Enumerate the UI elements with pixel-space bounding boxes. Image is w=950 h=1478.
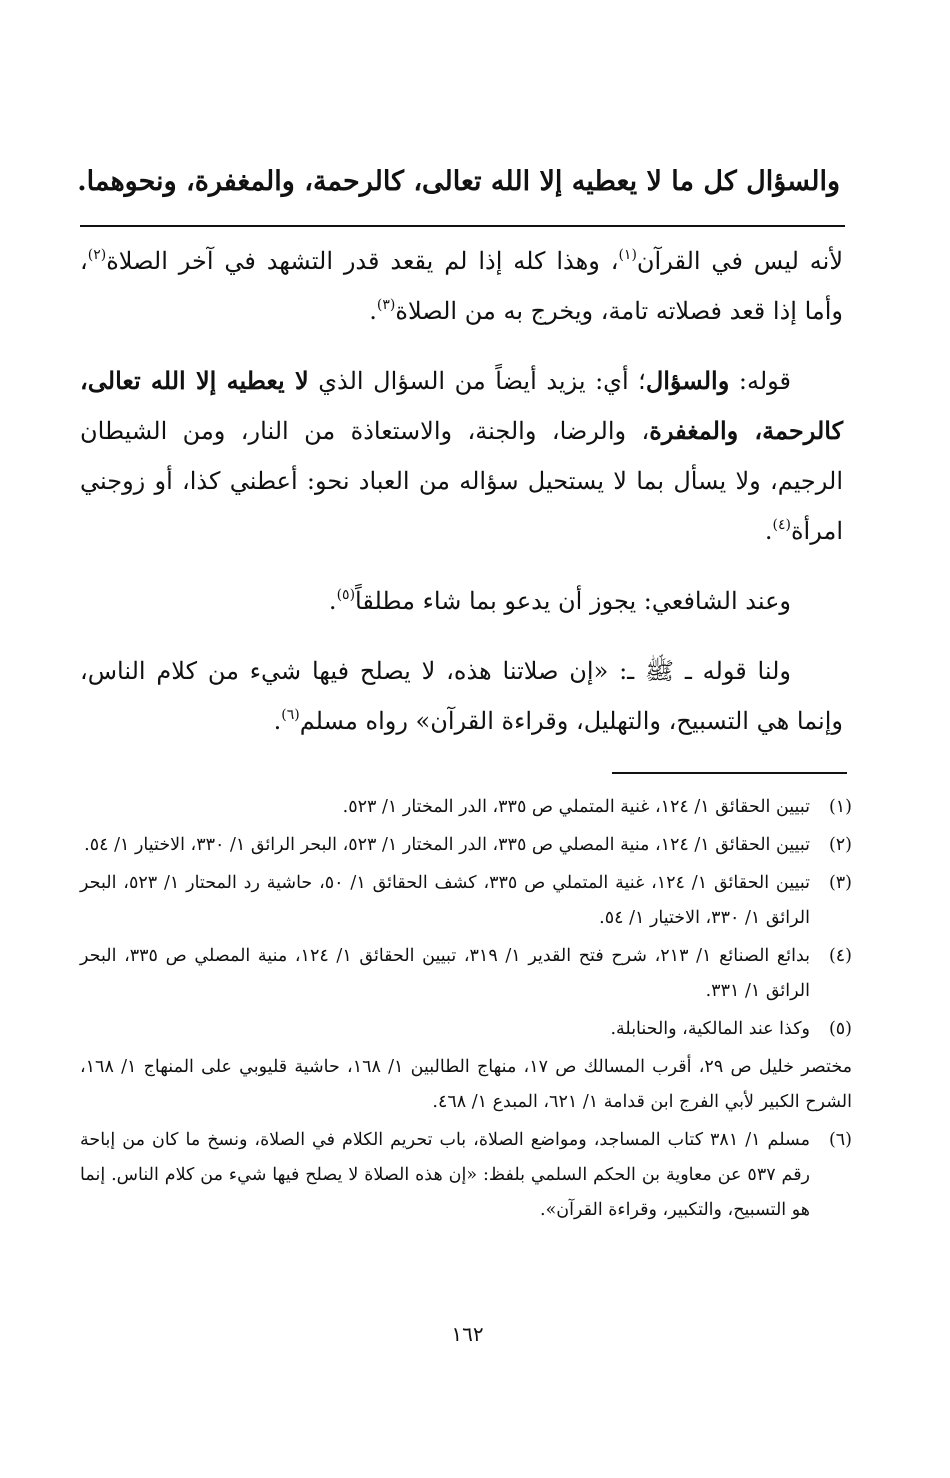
footnote-marker-4[interactable]: (٤)	[772, 517, 791, 533]
matn-divider	[80, 225, 845, 227]
commentary-paragraph-3	[80, 576, 843, 626]
footnote-text: تبيين الحقائق ١/ ١٢٤، غنية المتملي ص ٣٣٥، الدر المختار ١/ ٥٢٣.	[342, 797, 810, 817]
text: .	[369, 297, 377, 325]
footnote-text: بدائع الصنائع ١/ ٢١٣، شرح فتح القدير ١/ ٣١٩، تبيين الحقائق ١/ ١٢٤، منية المصلي ص ٣٣٥، البحر الرائق ١/ ٣٣١.	[80, 946, 811, 1001]
footnote-text: مختصر خليل ص ٢٩، أقرب المسالك ص ١٧، منهاج الطالبين ١/ ١٦٨، حاشية قليوبي على المنهاج ١/ ١٦٨، الشرح الكبير لأبي الفرج ابن قدامة ١/ ٦٢١، المبدع ١/ ٤٦٨.	[80, 1057, 852, 1112]
footnote-6	[80, 1123, 852, 1228]
footnote-marker-3[interactable]: (٣)	[376, 297, 396, 313]
footnote-5-continuation	[80, 1050, 852, 1120]
footnotes	[80, 790, 852, 1231]
matn-line	[77, 152, 840, 212]
commentary-paragraph-4	[80, 646, 843, 746]
text: .	[273, 707, 282, 735]
footnote-marker-5[interactable]: (٥)	[336, 587, 356, 603]
text: ، والرضا، والجنة، والاستعاذة من النار، ومن الشيطان الرجيم، ولا يسأل بما لا يستحيل سؤاله من العباد نحو: أعطني كذا، أو زوجني امرأة	[80, 417, 843, 545]
matn-text: والسؤال كل ما لا يعطيه إلا الله تعالى، كالرحمة، والمغفرة، ونحوهما.	[77, 166, 840, 197]
text: وعند الشافعي: يجوز أن يدعو بما شاء مطلقاً	[355, 587, 791, 615]
footnote-1	[80, 790, 852, 825]
quoted-matn-phrase: لا يعطيه إلا الله تعالى، كالرحمة، والمغفرة	[80, 366, 844, 445]
footnote-text: وكذا عند المالكية، والحنابلة.	[610, 1019, 810, 1039]
text: ، وهذا كله إذا لم يقعد قدر التشهد في آخر الصلاة	[106, 247, 619, 275]
footnote-2	[80, 828, 852, 863]
text: .	[328, 587, 337, 615]
footnote-text: مسلم ١/ ٣٨١ كتاب المساجد، ومواضع الصلاة، باب تحريم الكلام في الصلاة، ونسخ ما كان من إباحة رقم ٥٣٧ عن معاوية بن الحكم السلمي بلفظ: «إن هذه الصلاة لا يصلح فيها شيء من كلام الناس. إنما هو التسبيح، والتكبير، وقراءة القرآن».	[80, 1130, 811, 1220]
footnote-text: تبيين الحقائق ١/ ١٢٤، غنية المتملي ص ٣٣٥، كشف الحقائق ١/ ٥٠، حاشية رد المحتار ١/ ٥٢٣، البحر الرائق ١/ ٣٣٠، الاختيار ١/ ٥٤.	[80, 873, 810, 928]
text: قوله:	[729, 367, 792, 395]
footnote-marker-6[interactable]: (٦)	[281, 707, 300, 723]
footnote-number: (٦)	[828, 1130, 852, 1150]
footnote-text: تبيين الحقائق ١/ ١٢٤، منية المصلي ص ٣٣٥، الدر المختار ١/ ٥٢٣، البحر الرائق ١/ ٣٣٠، الاختيار ١/ ٥٤.	[84, 835, 810, 855]
footnote-3	[80, 866, 852, 936]
footnote-marker-2[interactable]: (٢)	[87, 247, 107, 263]
text: ؛ أي: يزيد أيضاً من السؤال الذي	[308, 367, 646, 395]
commentary-paragraph-2	[80, 356, 843, 556]
quoted-matn-word: والسؤال	[645, 366, 730, 395]
text: ، وأما إذا قعد فصلاته تامة، ويخرج به من الصلاة	[80, 247, 843, 325]
footnote-divider	[612, 772, 847, 774]
footnote-number: (٢)	[828, 835, 852, 855]
footnote-number: (٣)	[828, 873, 852, 893]
page-number: ١٦٢	[451, 1322, 484, 1346]
footnote-marker-1[interactable]: (١)	[618, 247, 637, 263]
commentary-paragraph-1	[80, 236, 843, 336]
text: .	[764, 517, 773, 545]
footnote-number: (٥)	[828, 1019, 852, 1039]
text: لأنه ليس في القرآن	[636, 247, 844, 275]
commentary	[80, 236, 843, 766]
footnote-number: (٤)	[828, 946, 852, 966]
footnote-number: (١)	[828, 797, 852, 817]
text: ولنا قوله ـ ﷺ ـ: «إن صلاتنا هذه، لا يصلح فيها شيء من كلام الناس، وإنما هي التسبيح، والتهليل، وقراءة القرآن» رواه مسلم	[80, 657, 843, 735]
footnote-4	[80, 939, 852, 1009]
footnote-5	[80, 1012, 852, 1047]
